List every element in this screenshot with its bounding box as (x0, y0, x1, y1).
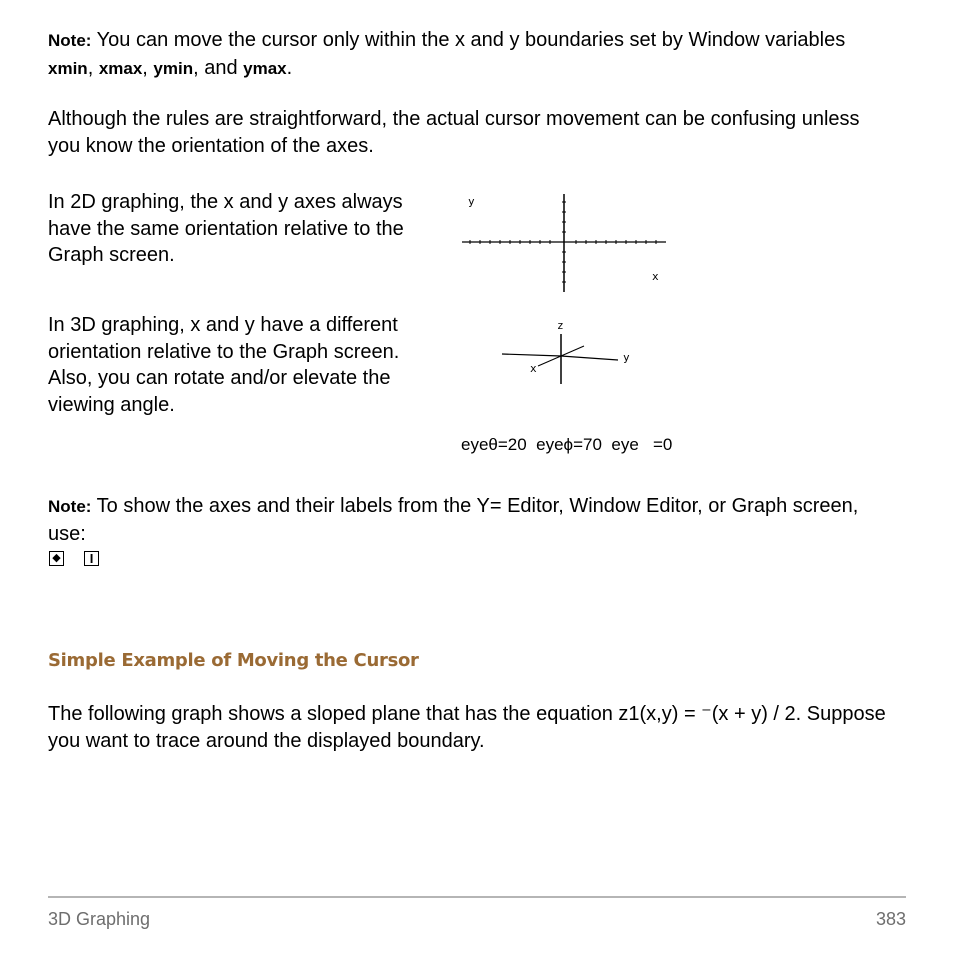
paragraph-3d-graphing: In 3D graphing, x and y have a different orientation relative to the Graph screen. Also, you can rotate and/or elevate the viewing angle. (48, 314, 400, 416)
x-axis-label: x (530, 362, 537, 375)
section-heading: Simple Example of Moving the Cursor (48, 650, 419, 671)
note-window-boundaries (48, 27, 868, 82)
separator: , (87, 56, 99, 79)
paragraph-cursor-rules: Although the rules are straightforward, the actual cursor movement can be confusing unless you know the orientation of the axes. (48, 108, 860, 157)
x-axis-label: x (652, 270, 659, 283)
period: . (286, 56, 293, 79)
var-ymax: ymax (243, 58, 287, 78)
y-axis-label: y (468, 195, 475, 208)
y-axis-label: y (623, 351, 630, 364)
eye-angle-caption: eyeθ=20 eyeϕ=70 eye =0 (461, 435, 673, 454)
footer-section-title: 3D Graphing (48, 909, 151, 929)
z-axis-label: z (557, 319, 564, 332)
graph-2d-screen (460, 192, 670, 296)
footer-divider (48, 896, 906, 898)
note-label: Note: (48, 31, 92, 50)
y-axis (561, 356, 618, 360)
graph-3d-screen (500, 314, 640, 388)
var-ymin: ymin (153, 58, 194, 78)
var-xmax: xmax (98, 58, 143, 78)
separator: , and (193, 56, 244, 79)
note-text: You can move the cursor only within the x and y boundaries set by Window variables (91, 29, 846, 51)
x-axis-neg (502, 354, 561, 356)
separator: , (142, 56, 154, 79)
diamond-key: ◆ (49, 551, 64, 566)
note-show-axes (48, 493, 888, 547)
paragraph-example: The following graph shows a sloped plane that has the equation z1(x,y) = ⁻(x + y) / 2. Suppose you want to trace around the displayed boundary. (48, 703, 886, 752)
paragraph-2d-graphing: In 2D graphing, the x and y axes always have the same orientation relative to the Graph screen. (48, 191, 404, 266)
note-label: Note: (48, 497, 92, 516)
i-key: I (84, 551, 99, 566)
var-xmin: xmin (48, 58, 88, 78)
note-text: To show the axes and their labels from the Y= Editor, Window Editor, or Graph screen, use: (48, 495, 859, 545)
footer-page-number: 383 (875, 909, 906, 929)
